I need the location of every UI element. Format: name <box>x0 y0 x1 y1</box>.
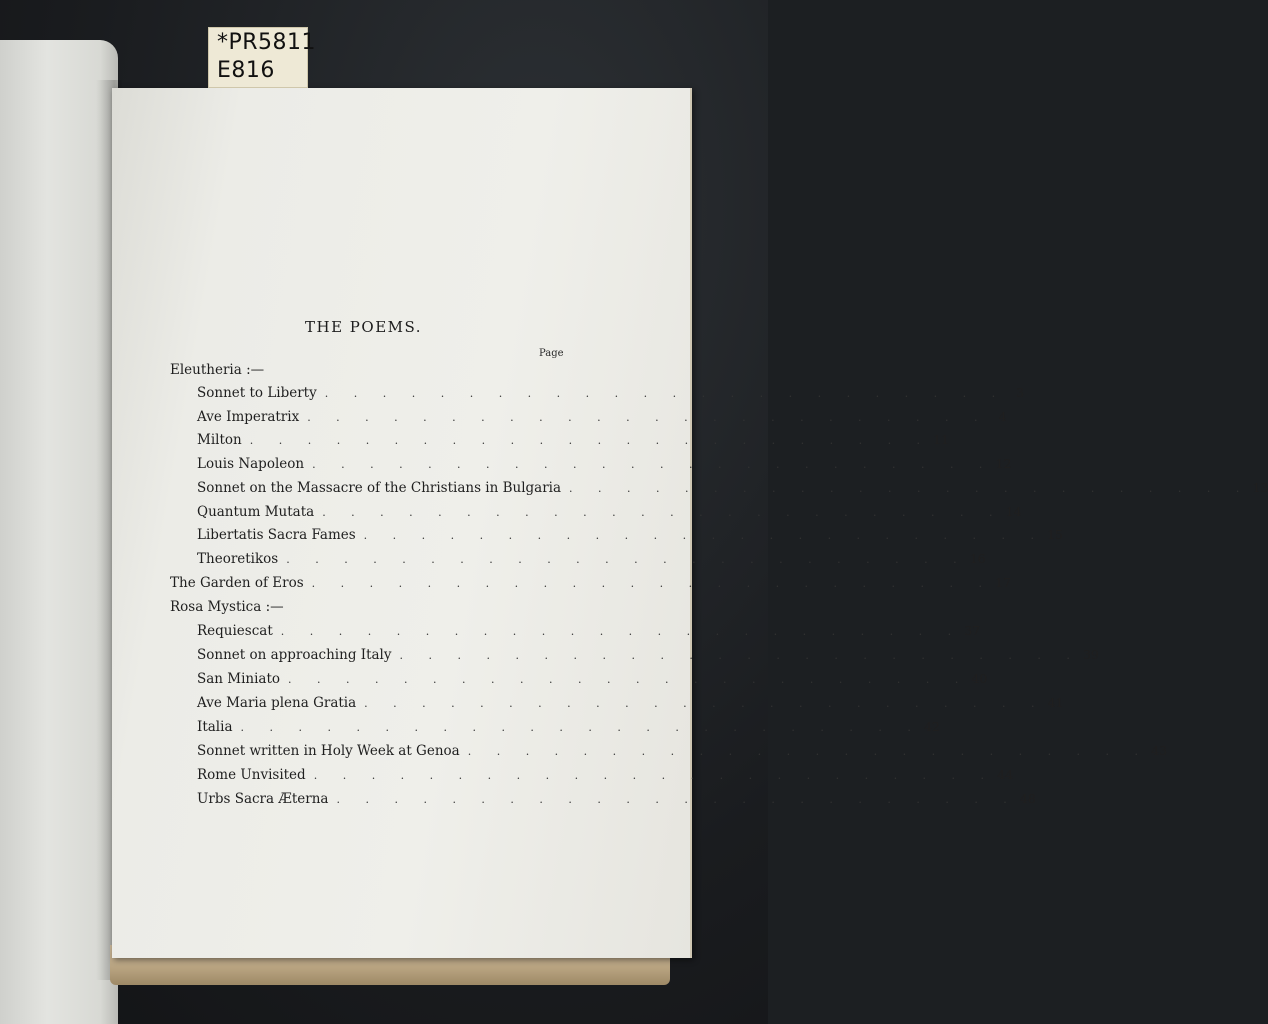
dot-leader: . . . . . . . . . . . . . . . . . . . . . . . . <box>399 649 1081 662</box>
call-number-line-1: *PR5811 <box>217 30 317 55</box>
toc-entry-page: 44 <box>997 767 1014 782</box>
dot-leader: . . . . . . . . . . . . . . . . . . . . . . . . <box>313 769 996 782</box>
toc-entry <box>197 647 1099 669</box>
toc-entry <box>197 623 981 645</box>
toc-entry-page: 4 <box>998 409 1007 424</box>
toc-entry <box>197 767 1014 789</box>
toc-entry-page: 14 <box>1005 504 1022 519</box>
toc-entry-page: 48 <box>1019 791 1036 806</box>
toc-entry <box>197 456 1012 478</box>
toc-entry-title: Quantum Mutata <box>197 504 315 520</box>
dot-leader: . . . . . . . . . . . . . . . . . . . . . . . . <box>336 793 1018 806</box>
dot-leader: . . . . . . . . . . . . . . . . . . . . . . . . <box>286 553 968 566</box>
call-number-tag <box>208 27 317 88</box>
toc-entry-title: Sonnet on approaching Italy <box>197 647 392 663</box>
toc-entry-title: Ave Imperatrix <box>197 409 300 425</box>
dot-leader: . . . . . . . . . . . . . . . . . . . . . . . . <box>240 721 922 734</box>
toc-entry-page: 11 <box>933 432 950 447</box>
toc-entry-title: Requiescat <box>197 623 273 639</box>
toc-entry-title: Libertatis Sacra Fames <box>197 527 356 543</box>
toc-entry-page: 43 <box>1151 743 1168 758</box>
toc-entry-page: 16 <box>969 551 986 566</box>
toc-entry <box>197 385 1025 407</box>
dot-leader: . . . . . . . . . . . . . . . . . . . . . . . . <box>363 529 1046 542</box>
dot-leader: . . . . . . . . . . . . . . . . . . . . . . . . <box>324 387 1007 400</box>
dot-leader: . . . . . . . . . . . . . . . . . . . . . . . . <box>307 411 989 424</box>
toc-entry <box>197 504 1022 526</box>
toc-entry-page: 37 <box>964 623 981 638</box>
dot-leader: . . . . . . . . . . . . . . . . . . . . . . . . <box>569 482 1251 495</box>
toc-entry-title: Rome Unvisited <box>197 767 306 783</box>
toc-entry <box>197 743 1168 765</box>
toc-entry-title: Sonnet to Liberty <box>197 385 317 401</box>
toc-entry-title: Theoretikos <box>197 551 279 567</box>
toc-entry-title: Sonnet written in Holy Week at Genoa <box>197 743 460 759</box>
dot-leader: . . . . . . . . . . . . . . . . . . . . . . . . <box>322 506 1004 519</box>
page-title: THE POEMS. <box>305 318 423 336</box>
toc-entry <box>197 480 1268 502</box>
dot-leader: . . . . . . . . . . . . . . . . . . . . . . . . <box>249 434 932 447</box>
toc-entry-page: 13 <box>1252 480 1268 495</box>
dot-leader: . . . . . . . . . . . . . . . . . . . . . . . . <box>364 697 1046 710</box>
toc-entry-title: Milton <box>197 432 242 448</box>
page-column-label: Page <box>539 348 564 359</box>
toc-entry-page: 41 <box>1047 695 1064 710</box>
toc-entry-title: San Miniato <box>197 671 281 687</box>
toc-entry-page: 42 <box>923 719 940 734</box>
toc-entry-page: 12 <box>995 456 1012 471</box>
toc-entry <box>197 671 988 693</box>
section-heading-rosa-mystica: Rosa Mystica :— <box>170 599 284 615</box>
toc-entry-page: 40 <box>971 671 988 686</box>
call-number-line-2: E816 <box>217 58 275 83</box>
dot-leader: . . . . . . . . . . . . . . . . . . . . . . . . <box>280 625 963 638</box>
toc-entry-title: Sonnet on the Massacre of the Christians in Bulgaria <box>197 480 562 496</box>
section-heading-garden-of-eros <box>170 575 1012 597</box>
toc-entry-title: Louis Napoleon <box>197 456 305 472</box>
toc-entry <box>197 409 1007 431</box>
toc-entry-title: Italia <box>197 719 233 735</box>
toc-entry <box>197 695 1064 717</box>
toc-entry <box>197 791 1036 813</box>
toc-entry-page: 39 <box>1082 647 1099 662</box>
dot-leader: . . . . . . . . . . . . . . . . . . . . . . . . <box>467 745 1150 758</box>
toc-entry-title: Ave Maria plena Gratia <box>197 695 357 711</box>
toc-entry-page: 3 <box>1016 385 1025 400</box>
toc-entry <box>197 719 940 741</box>
toc-entry-title: The Garden of Eros <box>170 575 304 591</box>
toc-entry <box>197 432 950 454</box>
toc-entry-title: Urbs Sacra Æterna <box>197 791 329 807</box>
toc-entry-page: 17 <box>995 575 1012 590</box>
dot-leader: . . . . . . . . . . . . . . . . . . . . . . . . <box>311 577 994 590</box>
toc-entry-page: 15 <box>1047 527 1064 542</box>
dot-leader: . . . . . . . . . . . . . . . . . . . . . . . . <box>288 673 970 686</box>
section-heading-eleutheria: Eleutheria :— <box>170 362 265 378</box>
dot-leader: . . . . . . . . . . . . . . . . . . . . . . . . <box>312 458 994 471</box>
toc-entry <box>197 527 1064 549</box>
toc-entry <box>197 551 986 573</box>
